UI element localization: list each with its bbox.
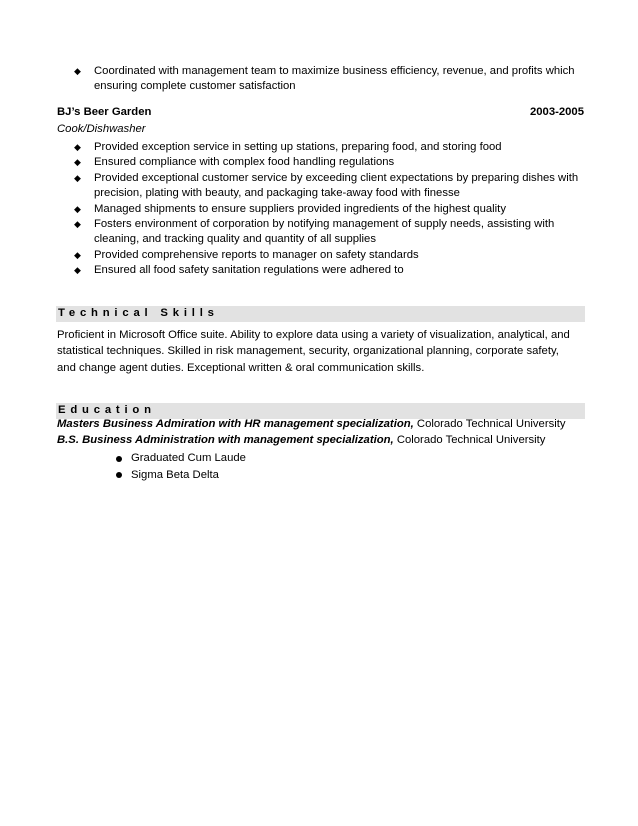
list-item — [57, 248, 587, 263]
list-item — [57, 171, 587, 202]
diamond-bullet-icon: ◆ — [74, 219, 81, 230]
diamond-bullet-icon: ◆ — [74, 203, 81, 214]
list-item — [57, 450, 357, 467]
diamond-bullet-icon: ◆ — [74, 249, 81, 260]
school-name: Colorado Technical University — [416, 418, 566, 430]
technical-skills-text: Proficient in Microsoft Office suite. Ability to explore data using a variety of visualization, analytical, and statistical techniques. Skilled in risk management, security, organizational planning, corporate safety, and change agent duties. Exceptional written & oral communication skills. — [57, 329, 570, 374]
technical-skills-header — [56, 306, 585, 322]
school-name: Colorado Technical University — [396, 434, 546, 446]
job-bullet-list — [57, 140, 587, 279]
bullet-text: Provided comprehensive reports to manager on safety standards — [94, 248, 419, 261]
job-header — [57, 106, 584, 122]
bullet-text: Ensured all food safety sanitation regulations were adhered to — [94, 264, 404, 277]
company-name: BJ’s Beer Garden — [57, 106, 152, 118]
round-bullet-icon — [116, 472, 122, 478]
bullet-text: Fosters environment of corporation by notifying management of supply needs, assisting with cleaning, and tracking quality and quantity of all supplies — [94, 218, 555, 246]
round-bullet-icon — [116, 456, 122, 462]
bullet-text: Ensured compliance with complex food handling regulations — [94, 156, 395, 169]
education-entry — [57, 434, 545, 446]
list-item — [57, 140, 587, 155]
diamond-bullet-icon: ◆ — [74, 66, 81, 76]
diamond-bullet-icon: ◆ — [74, 265, 81, 276]
education-header — [56, 403, 585, 419]
diamond-bullet-icon: ◆ — [74, 142, 81, 152]
list-item — [57, 263, 587, 278]
diamond-bullet-icon: ◆ — [74, 157, 81, 168]
degree-name: Masters Business Admiration with HR management specialization, — [57, 418, 414, 430]
bullet-text: Coordinated with management team to maximize business efficiency, revenue, and profits which ensuring complete customer satisfaction — [94, 65, 575, 93]
section-title: Technical Skills — [58, 307, 219, 319]
degree-name: B.S. Business Administration with management specialization, — [57, 434, 394, 446]
honors-list — [57, 450, 357, 483]
section-title: Education — [58, 404, 156, 416]
job-role: Cook/Dishwasher — [57, 123, 146, 135]
list-item — [57, 202, 587, 217]
job-dates: 2003-2005 — [529, 106, 584, 118]
list-item — [57, 155, 587, 170]
previous-job-bullet-list — [57, 64, 587, 95]
honor-text: Graduated Cum Laude — [131, 452, 246, 464]
list-item — [57, 217, 587, 248]
education-entry — [57, 418, 566, 430]
bullet-text: Provided exceptional customer service by exceeding client expectations by preparing dishes with precision, plating with beauty, and packaging take-away food with finesse — [94, 171, 579, 200]
honor-text: Sigma Beta Delta — [131, 468, 219, 481]
bullet-text: Provided exception service in setting up stations, preparing food, and storing food — [94, 141, 502, 153]
bullet-text: Managed shipments to ensure suppliers provided ingredients of the highest quality — [94, 202, 506, 215]
list-item — [57, 64, 587, 95]
diamond-bullet-icon: ◆ — [74, 172, 81, 183]
list-item — [57, 467, 357, 484]
